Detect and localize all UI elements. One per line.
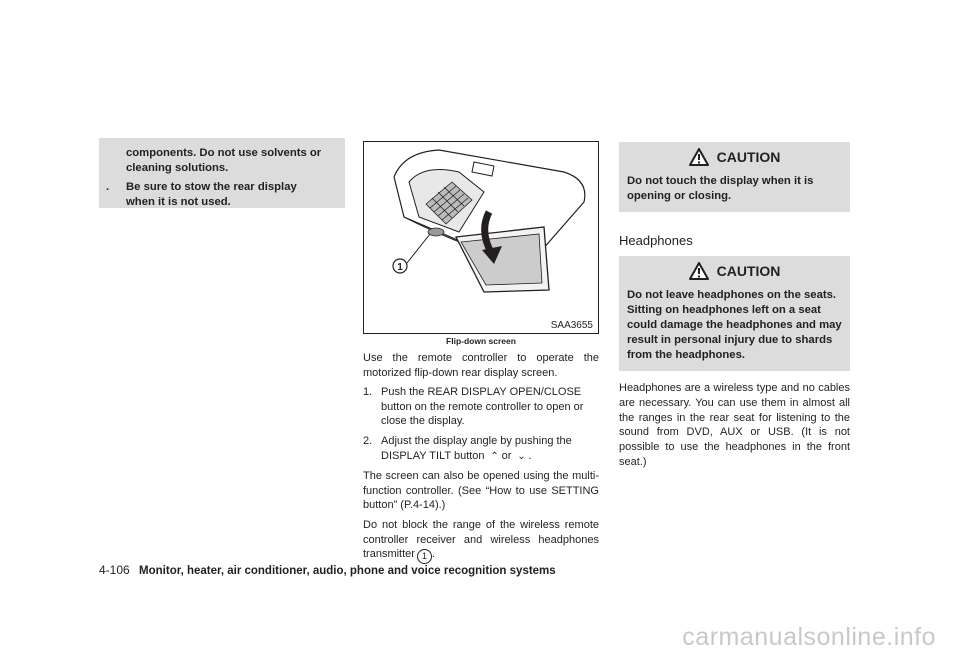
note-line-1: components. Do not use solvents or xyxy=(126,147,322,159)
step-2-text: Adjust the display angle by pushing the DISPLAY TILT button xyxy=(381,434,572,462)
warning-triangle-icon xyxy=(689,148,709,166)
note-bullet-line-1: Be sure to stow the rear display xyxy=(126,181,297,193)
caution-title: CAUTION xyxy=(716,149,781,165)
callout-1-icon: 1 xyxy=(417,549,432,564)
step-1-text: Push the REAR DISPLAY OPEN/CLOSE button on the remote controller to open or close the display. xyxy=(381,386,584,428)
figure-caption: Flip-down screen xyxy=(446,336,516,346)
caution-header xyxy=(619,256,850,286)
warning-triangle-icon xyxy=(689,262,709,280)
caution-text: Do not touch the display when it is opening or closing. xyxy=(627,175,814,202)
tilt-up-icon: ⌃ xyxy=(490,450,499,462)
figure-callout: 1 xyxy=(397,262,403,273)
figure-code: SAA3655 xyxy=(550,320,593,331)
headphones-description: Headphones are a wireless type and no cables are necessary. You can use them in almost all the ranges in the rear seat for listening to the sound from DVD, AUX or USB. (It is not possible to use the headphones in the front seat.) xyxy=(619,382,850,468)
note-box xyxy=(99,138,345,208)
step-1 xyxy=(363,385,599,429)
caution-box-headphones xyxy=(619,256,850,371)
step-2-or: or xyxy=(501,449,512,462)
caution-text: Do not leave headphones on the seats. Sitting on headphones left on a seat could damage the headphones and may result in personal injury due to shards from the headphones. xyxy=(627,289,842,361)
step-1-number: 1. xyxy=(363,386,373,399)
caution-box-display xyxy=(619,142,850,212)
step-2 xyxy=(363,434,599,464)
range-paragraph xyxy=(363,518,599,564)
watermark: carmanualsonline.info xyxy=(682,623,936,651)
note-bullet-line-2: when it is not used. xyxy=(126,196,231,208)
section-title: Monitor, heater, air conditioner, audio, phone and voice recognition systems xyxy=(139,565,556,577)
range-end: . xyxy=(431,548,436,561)
flip-down-screen-figure xyxy=(363,141,599,334)
step-2-end: . xyxy=(528,449,532,462)
caution-header xyxy=(619,142,850,172)
bullet-dot: . xyxy=(106,181,110,193)
intro-paragraph: Use the remote controller to operate the motorized flip-down rear display screen. xyxy=(363,352,599,379)
caution-title: CAUTION xyxy=(716,263,781,279)
step-2-number: 2. xyxy=(363,434,373,447)
multi-function-paragraph: The screen can also be opened using the multi-function controller. (See “How to use SETTING button” (P.4-14).) xyxy=(363,470,599,512)
page-footer xyxy=(99,563,556,577)
range-text: Do not block the range of the wireless remote controller receiver and wireless headphones transmitter xyxy=(363,518,599,561)
middle-column xyxy=(363,351,599,569)
note-line-2: cleaning solutions. xyxy=(126,162,229,174)
tilt-down-icon: ⌄ xyxy=(517,450,526,462)
headphones-heading: Headphones xyxy=(619,233,693,248)
page-number: 4-106 xyxy=(99,563,130,577)
note-bullet xyxy=(107,180,339,210)
flip-down-screen-illustration xyxy=(364,142,598,333)
